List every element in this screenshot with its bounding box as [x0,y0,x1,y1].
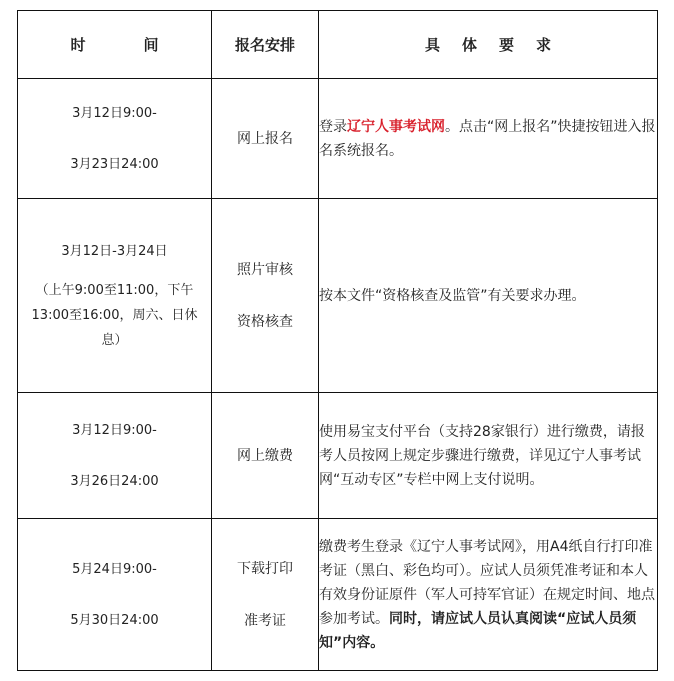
time-cell: 3月12日9:00- 3月23日24:00 [18,79,212,199]
time-cell: 3月12日-3月24日 （上午9:00至11:00，下午13:00至16:00，周六、日休息） [18,199,212,393]
header-requirements: 具 体 要 求 [319,11,658,79]
table-row [18,79,658,199]
arrangement-cell: 网上缴费 [212,393,319,519]
table-row [18,199,658,393]
requirements-cell: 按本文件“资格核查及监管”有关要求办理。 [319,199,658,393]
arrangement-cell: 下载打印 准考证 [212,519,319,671]
time-cell: 5月24日9:00- 5月30日24:00 [18,519,212,671]
candidate-notice-emphasis: 同时，请应试人员认真阅读“应试人员须知”内容。 [319,610,637,651]
requirements-cell: 缴费考生登录《辽宁人事考试网》，用A4纸自行打印准考证（黑白、彩色均可）。应试人员须凭准考证和本人有效身份证原件（军人可持军官证）在规定时间、地点参加考试。同时，请应试人员认真阅读“应试人员须知”内容。 [319,519,658,671]
liaoning-exam-site-link[interactable]: 辽宁人事考试网 [347,118,445,135]
header-arrangement: 报名安排 [212,11,319,79]
arrangement-cell: 网上报名 [212,79,319,199]
arrangement-cell: 照片审核 资格核查 [212,199,319,393]
header-time: 时 间 [18,11,212,79]
table-header-row [18,11,658,79]
time-cell: 3月12日9:00- 3月26日24:00 [18,393,212,519]
registration-schedule-table [17,10,658,671]
requirements-cell: 登录辽宁人事考试网。点击“网上报名”快捷按钮进入报名系统报名。 [319,79,658,199]
table-row [18,519,658,671]
table-row [18,393,658,519]
requirements-cell: 使用易宝支付平台（支持28家银行）进行缴费，请报考人员按网上规定步骤进行缴费，详见辽宁人事考试网“互动专区”专栏中网上支付说明。 [319,393,658,519]
